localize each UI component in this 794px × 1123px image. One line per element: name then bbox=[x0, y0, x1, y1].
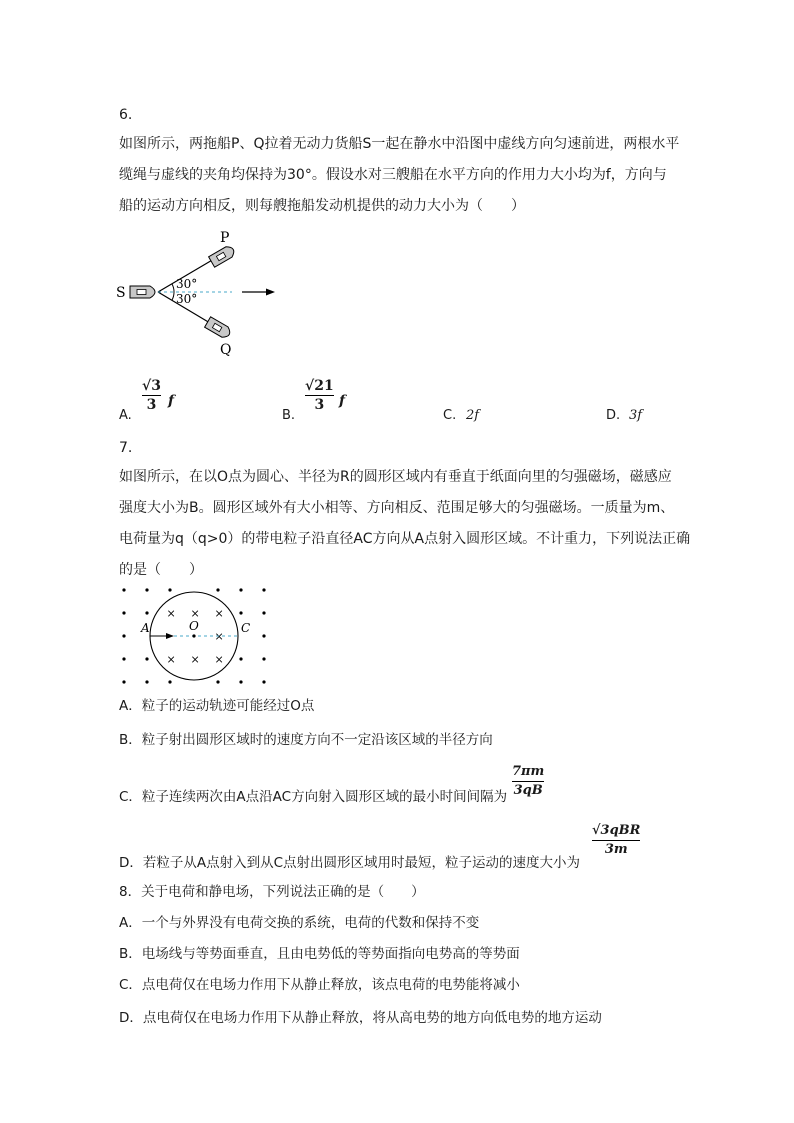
center-o-point bbox=[192, 634, 195, 637]
q7-stem-line-2: 强度大小为B。圆形区域外有大小相等、方向相反、范围足够大的匀强磁场。一质量为m、 bbox=[119, 500, 675, 516]
field-dot bbox=[262, 657, 265, 660]
arrow-head-icon bbox=[266, 289, 275, 296]
q7-option-c-numerator: 7πm bbox=[512, 764, 545, 779]
q6-stem-line-3: 船的运动方向相反，则每艘拖船发动机提供的动力大小为（ ） bbox=[119, 198, 525, 214]
q6-option-c-label[interactable]: C. bbox=[443, 408, 457, 423]
field-dot bbox=[239, 657, 242, 660]
field-dot bbox=[262, 634, 265, 637]
field-cross: × bbox=[190, 653, 200, 666]
field-cross: × bbox=[166, 653, 176, 666]
q7-option-c-denominator: 3qB bbox=[513, 783, 543, 798]
field-dot bbox=[239, 680, 242, 683]
field-dot bbox=[122, 680, 125, 683]
q6-option-a-numerator: √3 bbox=[142, 378, 161, 394]
field-dot bbox=[168, 588, 171, 591]
q7-number: 7. bbox=[119, 440, 133, 456]
field-dot bbox=[239, 588, 242, 591]
q7-option-c[interactable]: C．粒子连续两次由A点沿AC方向射入圆形区域的最小时间间隔为 bbox=[119, 789, 508, 805]
q8-option-d[interactable]: D．点电荷仅在电场力作用下从静止释放，将从高电势的地方向低电势的地方运动 bbox=[119, 1010, 602, 1026]
q6-stem-line-1: 如图所示，两拖船P、Q拉着无动力货船S一起在静水中沿图中虚线方向匀速前进，两根水平 bbox=[119, 136, 680, 152]
q8-option-b[interactable]: B．电场线与等势面垂直，且由电势低的等势面指向电势高的等势面 bbox=[119, 946, 520, 962]
q6-option-c-text: 2f bbox=[466, 408, 480, 423]
angle-bottom-label: 30° bbox=[176, 292, 198, 306]
field-dot bbox=[122, 611, 125, 614]
q7-stem-line-1: 如图所示，在以O点为圆心、半径为R的圆形区域内有垂直于纸面向里的匀强磁场，磁感应 bbox=[119, 469, 672, 485]
field-dot bbox=[145, 680, 148, 683]
ship-s bbox=[130, 286, 155, 298]
q8-option-c[interactable]: C．点电荷仅在电场力作用下从静止释放，该点电荷的电势能将减小 bbox=[119, 977, 520, 993]
q7-option-b[interactable]: B．粒子射出圆形区域时的速度方向不一定沿该区域的半径方向 bbox=[119, 732, 493, 748]
label-c: C bbox=[241, 621, 251, 635]
label-p: P bbox=[220, 230, 230, 246]
field-dot bbox=[262, 611, 265, 614]
field-cross: × bbox=[214, 653, 224, 666]
field-cross: × bbox=[190, 607, 200, 620]
field-dot bbox=[262, 680, 265, 683]
q6-stem-line-2: 缆绳与虚线的夹角均保持为30°。假设水对三艘船在水平方向的作用力大小均为f，方向与 bbox=[119, 167, 667, 183]
field-dot bbox=[216, 680, 219, 683]
field-dot bbox=[216, 588, 219, 591]
field-cross: × bbox=[166, 607, 176, 620]
field-dot bbox=[168, 680, 171, 683]
label-o: O bbox=[189, 619, 199, 633]
q7-magnetic-field-figure bbox=[112, 582, 277, 692]
q6-option-d-text: 3f bbox=[629, 408, 643, 423]
field-dot bbox=[122, 634, 125, 637]
q6-option-b-denominator: 3 bbox=[314, 397, 325, 413]
q7-option-a[interactable]: A．粒子的运动轨迹可能经过O点 bbox=[119, 698, 315, 714]
field-cross: × bbox=[214, 630, 224, 643]
q8-stem: 8．关于电荷和静电场，下列说法正确的是（ ） bbox=[119, 884, 425, 900]
q6-tugboat-figure bbox=[110, 225, 290, 360]
q7-option-d[interactable]: D．若粒子从A点射入到从C点射出圆形区域用时最短，粒子运动的速度大小为 bbox=[119, 855, 581, 871]
field-dot bbox=[239, 611, 242, 614]
field-cross: × bbox=[214, 607, 224, 620]
q7-option-d-fraction bbox=[592, 823, 640, 858]
q6-option-d-label[interactable]: D. bbox=[606, 408, 621, 423]
q7-stem-line-3: 电荷量为q（q>0）的带电粒子沿直径AC方向从A点射入圆形区域。不计重力，下列说法正确 bbox=[119, 531, 691, 547]
field-dot bbox=[145, 657, 148, 660]
q6-option-a-label[interactable]: A. bbox=[119, 408, 132, 423]
ship-p bbox=[209, 244, 237, 267]
q6-option-b-numerator: √21 bbox=[305, 378, 334, 394]
field-dot bbox=[122, 657, 125, 660]
q6-option-a-var: f bbox=[168, 393, 175, 409]
q6-option-a-denominator: 3 bbox=[146, 397, 157, 413]
q7-option-d-numerator: √3qBR bbox=[592, 823, 641, 838]
q6-option-b-label[interactable]: B. bbox=[282, 408, 296, 423]
field-dot bbox=[262, 588, 265, 591]
q6-option-a-fraction bbox=[142, 378, 161, 413]
field-dot bbox=[122, 588, 125, 591]
field-dot bbox=[145, 611, 148, 614]
label-s: S bbox=[116, 285, 126, 301]
label-a: A bbox=[141, 621, 150, 635]
entry-arrow-head-icon bbox=[166, 633, 174, 639]
ship-q bbox=[205, 317, 233, 340]
q6-option-b-fraction bbox=[305, 378, 334, 413]
q7-stem-line-4: 的是（ ） bbox=[119, 562, 203, 578]
label-q: Q bbox=[220, 342, 232, 358]
q6-number: 6. bbox=[119, 107, 133, 123]
q8-option-a[interactable]: A．一个与外界没有电荷交换的系统，电荷的代数和保持不变 bbox=[119, 915, 480, 931]
field-dot bbox=[145, 588, 148, 591]
q6-option-b-var: f bbox=[339, 393, 346, 409]
q7-option-c-fraction bbox=[512, 764, 544, 799]
angle-top-label: 30° bbox=[176, 277, 198, 291]
q7-option-d-denominator: 3m bbox=[604, 842, 628, 857]
